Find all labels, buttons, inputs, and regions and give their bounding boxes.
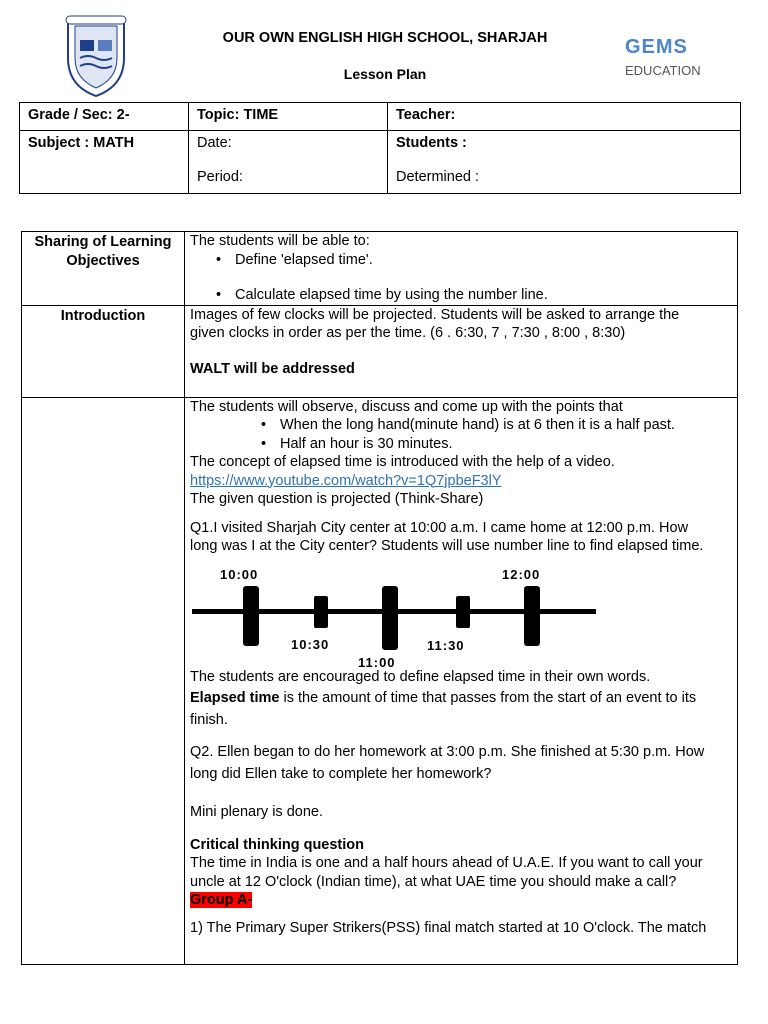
teacher-cell: Teacher: [388,103,741,131]
school-name: OUR OWN ENGLISH HIGH SCHOOL, SHARJAH [222,30,548,46]
intro-line-2: given clocks in order as per the time. (6 . 6:30, 7 , 7:30 , 8:00 , 8:30) [190,325,626,341]
elapsed-definition-text: is the amount of time that passes from the start of an event to its [279,690,697,706]
tick-label-10-00: 10:00 [220,566,259,582]
tick-11-30 [456,596,470,628]
tick-11-00 [382,586,398,650]
introduction-content [185,305,738,397]
mini-plenary: Mini plenary is done. [190,804,323,820]
tick-label-12-00: 12:00 [502,566,541,582]
q1-line-1: Q1.I visited Sharjah City center at 10:00 a.m. I came home at 12:00 p.m. How [190,519,689,536]
objective-bullet: • Calculate elapsed time by using the number line. [235,286,733,305]
q1-line-2: long was I at the City center? Students will use number line to find elapsed time. [190,538,704,554]
objectives-content [185,232,738,306]
gems-education-logo [620,16,708,102]
q2-line-1: Q2. Ellen began to do her homework at 3:00 p.m. She finished at 5:30 p.m. How [190,744,705,760]
tick-label-11-00: 11:00 [358,654,396,670]
video-intro: The concept of elapsed time is introduced with the help of a video. [190,454,615,470]
tick-12-00 [524,586,540,646]
objectives-intro: The students will be able to: [190,233,370,249]
period-label: Period: [197,169,243,185]
school-logo [58,14,134,98]
main-bullet: • Half an hour is 30 minutes. [280,435,733,454]
tick-10-00 [243,586,259,646]
tick-label-11-30: 11:30 [427,637,465,653]
projected-text: The given question is projected (Think-Share) [190,491,484,507]
gems-logo-sub: EDUCATION [625,63,701,78]
objective-bullet: • Define 'elapsed time'. [235,251,733,270]
lesson-plan-table [21,231,738,965]
tick-label-10-30: 10:30 [291,636,330,652]
pss-question: 1) The Primary Super Strikers(PSS) final match started at 10 O'clock. The match [190,919,707,936]
video-link[interactable]: https://www.youtube.com/watch?v=1Q7jpbeF3lY [190,472,502,489]
q2-line-2: long did Ellen take to complete her homework? [190,765,492,782]
group-a-label: Group A- [190,892,253,908]
objectives-label-line2: Objectives [66,252,140,269]
grade-cell: Grade / Sec: 2- [20,103,189,131]
subject-cell: Subject : MATH [20,131,189,194]
tick-10-30 [314,596,328,628]
determined-label: Determined : [396,169,480,185]
date-period-cell [189,131,388,194]
observe-text: The students will observe, discuss and come up with the points that [190,398,623,415]
lesson-info-table [19,102,741,194]
elapsed-definition-line-2: finish. [190,711,228,728]
intro-line-1: Images of few clocks will be projected. Students will be asked to arrange the [190,306,680,323]
critical-thinking-line-2: uncle at 12 O'clock (Indian time), at what UAE time you should make a call? [190,873,677,890]
objectives-label [22,232,185,306]
students-label: Students : [396,135,467,151]
elapsed-term: Elapsed time [190,690,280,706]
objectives-label-line1: Sharing of Learning [34,234,172,250]
critical-thinking-line-1: The time in India is one and a half hours ahead of U.A.E. If you want to call your [190,855,703,871]
document-title: Lesson Plan [343,66,427,82]
walt-text: WALT will be addressed [190,360,355,377]
activity-label [22,397,185,964]
topic-cell: Topic: TIME [189,103,388,131]
date-label: Date: [197,135,232,151]
gems-logo-word: GEMS [625,36,688,58]
introduction-label: Introduction [22,305,185,397]
elapsed-definition-line-1 [190,689,733,708]
number-line-figure [190,556,610,682]
define-prompt: The students are encouraged to define elapsed time in their own words. [190,668,651,685]
activity-content [185,397,738,964]
students-cell [388,131,741,194]
critical-thinking-heading: Critical thinking question [190,836,365,853]
main-bullet: • When the long hand(minute hand) is at 6 then it is a half past. [280,416,733,435]
